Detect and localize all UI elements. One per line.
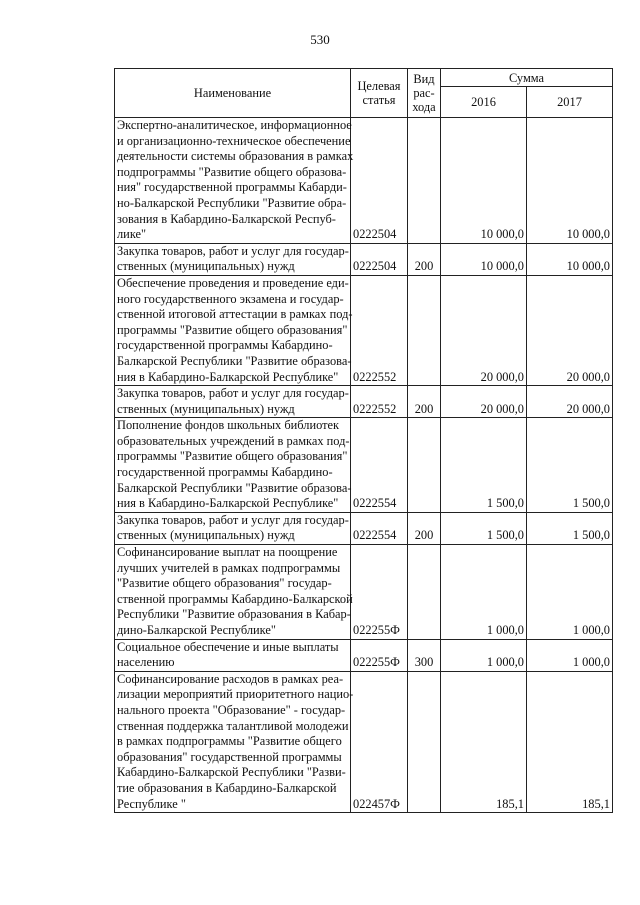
row-name-line: ственных (муниципальных) нужд: [117, 528, 295, 543]
header-expense-type-line2: рас-: [413, 86, 435, 100]
row-name-line: программы "Развитие общего образования": [117, 322, 348, 337]
row-name-line: Пополнение фондов школьных библиотек: [117, 418, 340, 433]
row-expense-type: [408, 671, 441, 812]
row-name-line: ного государственного экзамена и государ-: [117, 291, 344, 306]
row-name: [115, 118, 354, 244]
row-name-line: лике": [117, 227, 147, 242]
row-name-line: Закупка товаров, работ и услуг для государ-: [117, 243, 349, 258]
row-name: [115, 418, 351, 513]
row-name-line: но-Балкарской Республики "Развитие обра-: [117, 195, 347, 210]
row-name-line: Кабардино-Балкарской Республики "Разви-: [117, 765, 346, 780]
row-amount-2017: 185,1: [527, 671, 613, 812]
row-amount-2016: 1 000,0: [441, 545, 527, 640]
row-name-line: программы "Развитие общего образования": [117, 449, 348, 464]
row-name: [115, 512, 351, 544]
row-expense-type: [408, 418, 441, 513]
table-row: [115, 386, 613, 418]
row-target-article: 022457Ф: [351, 671, 408, 812]
row-amount-2016: 20 000,0: [441, 275, 527, 385]
row-name-line: ния в Кабардино-Балкарской Республике": [117, 496, 339, 511]
row-expense-type: 200: [408, 512, 441, 544]
row-amount-2016: 185,1: [441, 671, 527, 812]
row-name-line: ственной итоговой аттестации в рамках под-: [117, 307, 353, 322]
row-name-line: Обеспечение проведения и проведение еди-: [117, 275, 349, 290]
header-expense-type-line1: Вид: [413, 72, 435, 86]
row-expense-type: 200: [408, 243, 441, 275]
row-name-line: Закупка товаров, работ и услуг для государ-: [117, 512, 349, 527]
row-expense-type: [408, 545, 441, 640]
row-expense-type: 300: [408, 639, 441, 671]
header-target-article: [351, 69, 408, 118]
row-name-line: деятельности системы образования в рамках: [117, 149, 354, 164]
row-amount-2016: 10 000,0: [441, 118, 527, 244]
row-name-line: Экспертно-аналитическое, информационное: [117, 118, 352, 132]
row-target-article: 0222552: [351, 386, 408, 418]
row-expense-type: 200: [408, 386, 441, 418]
row-amount-2016: 10 000,0: [441, 243, 527, 275]
table-row: [115, 243, 613, 275]
row-name-line: Республике ": [117, 796, 186, 811]
table-row: [115, 545, 613, 640]
row-name-line: ственных (муниципальных) нужд: [117, 259, 295, 274]
row-amount-2017: 1 000,0: [527, 639, 613, 671]
row-name-line: дино-Балкарской Республике": [117, 623, 276, 637]
row-expense-type: [408, 118, 441, 244]
table-body: [115, 118, 613, 813]
row-name-line: подпрограммы "Развитие общего образова-: [117, 164, 347, 179]
header-year-2017: 2017: [527, 87, 613, 118]
table-row: [115, 118, 613, 244]
row-name-line: Балкарской Республики "Развитие образова-: [117, 353, 352, 368]
row-name-line: ния" государственной программы Кабарди-: [117, 180, 347, 195]
row-amount-2016: 1 000,0: [441, 639, 527, 671]
row-name-line: Республики "Развитие образования в Кабар-: [117, 607, 351, 622]
row-name-line: нального проекта "Образование" - государ-: [117, 702, 346, 717]
row-name-line: Закупка товаров, работ и услуг для государ-: [117, 386, 349, 401]
header-year-2016: 2016: [441, 87, 527, 118]
header-sum: Сумма: [441, 69, 613, 87]
row-name-line: населению: [117, 655, 175, 670]
row-name-line: ственных (муниципальных) нужд: [117, 401, 295, 416]
row-target-article: 0222504: [351, 118, 408, 244]
row-name-line: государственной программы Кабардино-: [117, 338, 333, 353]
row-name-line: и организационно-техническое обеспечение: [117, 133, 351, 148]
header-target-article-line2: статья: [362, 93, 396, 107]
row-name-line: зования в Кабардино-Балкарской Респуб-: [117, 211, 336, 226]
row-name-line: Балкарской Республики "Развитие образова-: [117, 480, 352, 495]
header-expense-type-line3: хода: [412, 100, 436, 114]
row-amount-2016: 1 500,0: [441, 418, 527, 513]
budget-table: [114, 68, 613, 813]
header-row: [115, 69, 613, 87]
row-name-line: образовательных учреждений в рамках под-: [117, 433, 350, 448]
row-target-article: 0222554: [351, 512, 408, 544]
row-name-line: Софинансирование расходов в рамках реа-: [117, 671, 344, 686]
row-name-line: тие образования в Кабардино-Балкарской: [117, 780, 337, 795]
page-number: 530: [310, 32, 330, 47]
row-amount-2017: 1 000,0: [527, 545, 613, 640]
row-amount-2016: 1 500,0: [441, 512, 527, 544]
table-row: [115, 418, 613, 513]
row-target-article: 022255Ф: [351, 545, 408, 640]
row-target-article: 0222554: [351, 418, 408, 513]
row-name-line: лизации мероприятий приоритетного нацио-: [117, 687, 354, 702]
row-name-line: Софинансирование выплат на поощрение: [117, 545, 338, 560]
row-amount-2017: 10 000,0: [527, 118, 613, 244]
table-row: [115, 512, 613, 544]
header-name: Наименование: [115, 69, 351, 118]
table-row: [115, 639, 613, 671]
row-name: [115, 386, 351, 418]
row-name: [115, 671, 354, 812]
header-target-article-line1: Целевая: [357, 79, 401, 93]
row-target-article: 0222552: [351, 275, 408, 385]
row-name-line: образования" государственной программы: [117, 749, 342, 764]
row-name-line: ния в Кабардино-Балкарской Республике": [117, 369, 339, 384]
row-target-article: 0222504: [351, 243, 408, 275]
row-amount-2016: 20 000,0: [441, 386, 527, 418]
row-name-line: Социальное обеспечение и иные выплаты: [117, 639, 339, 654]
row-name: [115, 275, 351, 385]
row-name: [115, 545, 351, 640]
row-name: [115, 243, 351, 275]
row-amount-2017: 20 000,0: [527, 386, 613, 418]
row-target-article: 022255Ф: [351, 639, 408, 671]
row-name-line: ственная поддержка талантливой молодежи: [117, 718, 349, 733]
row-name: [115, 639, 351, 671]
row-expense-type: [408, 275, 441, 385]
row-name-line: ственной программы Кабардино-Балкарской: [117, 591, 353, 606]
row-amount-2017: 1 500,0: [527, 418, 613, 513]
row-name-line: государственной программы Кабардино-: [117, 465, 333, 480]
row-name-line: в рамках подпрограммы "Развитие общего: [117, 734, 342, 749]
row-name-line: "Развитие общего образования" государ-: [117, 576, 332, 591]
row-name-line: лучших учителей в рамках подпрограммы: [117, 560, 341, 575]
row-amount-2017: 20 000,0: [527, 275, 613, 385]
row-amount-2017: 1 500,0: [527, 512, 613, 544]
header-expense-type: [408, 69, 441, 118]
row-amount-2017: 10 000,0: [527, 243, 613, 275]
table-row: [115, 671, 613, 812]
table-row: [115, 275, 613, 385]
